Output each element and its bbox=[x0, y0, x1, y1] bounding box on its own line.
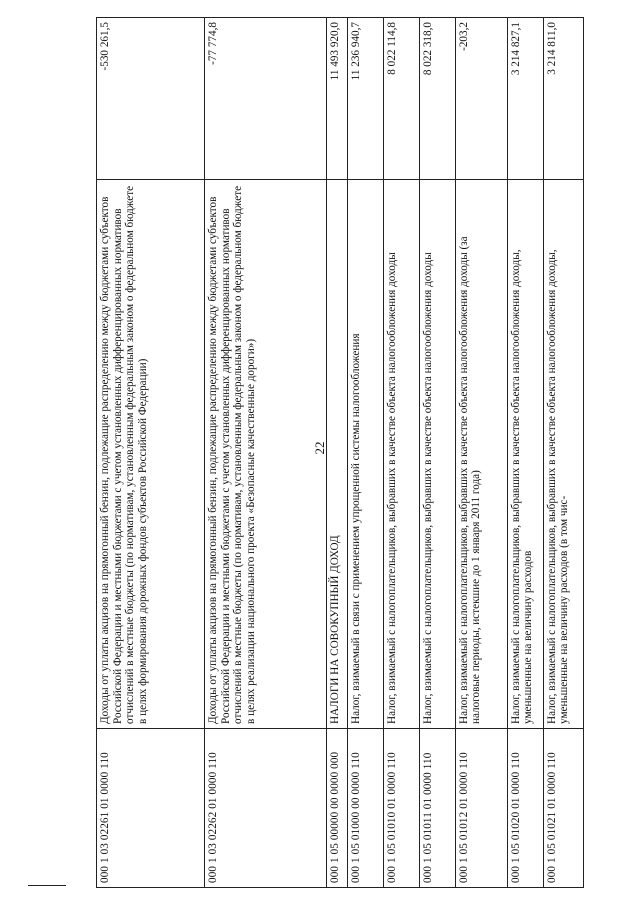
revenue-name-cell: Налог, взимаемый в связи с применением упрощенной системы налогообложения bbox=[347, 180, 383, 729]
budget-code-cell: 000 1 05 01012 01 0000 110 bbox=[455, 729, 507, 888]
budget-code-cell: 000 1 03 02261 01 0000 110 bbox=[97, 729, 205, 888]
table-row bbox=[97, 18, 205, 888]
amount-cell: -530 261,5 bbox=[97, 18, 205, 180]
budget-code-cell: 000 1 05 01021 01 0000 110 bbox=[543, 729, 583, 888]
budget-code-cell: 000 1 03 02262 01 0000 110 bbox=[205, 729, 327, 888]
table-row bbox=[383, 18, 419, 888]
page-number: 22 bbox=[312, 441, 327, 455]
table-row bbox=[419, 18, 455, 888]
table-row bbox=[347, 18, 383, 888]
table-row bbox=[507, 18, 543, 888]
amount-cell: 3 214 811,0 bbox=[543, 18, 583, 180]
table-row bbox=[543, 18, 583, 888]
amount-cell: 11 236 940,7 bbox=[347, 18, 383, 180]
amount-cell: 8 022 114,8 bbox=[383, 18, 419, 180]
revenue-name-cell: Доходы от уплаты акцизов на прямогонный бензин, подлежащие распределению между бюджетами субъектов Российской Федерации и местными бюджетами с учетом установленных дифференцированных нормативов отчислений в местные бюджеты (по нормативам, установленным федеральным законом о федеральном бюджете в целях реализации национального проекта «Безопасные качественные дороги») bbox=[205, 180, 327, 729]
amount-cell: 11 493 920,0 bbox=[327, 18, 347, 180]
revenue-name-cell: Налог, взимаемый с налогоплательщиков, выбравших в качестве объекта налогообложения доходы, уменьшенные на величину расходов bbox=[507, 180, 543, 729]
amount-cell: -77 774,8 bbox=[205, 18, 327, 180]
revenue-name-cell: Налог, взимаемый с налогоплательщиков, выбравших в качестве объекта налогообложения доходы bbox=[383, 180, 419, 729]
table-row bbox=[205, 18, 327, 888]
amount-cell: 8 022 318,0 bbox=[419, 18, 455, 180]
budget-code-cell: 000 1 05 01000 00 0000 110 bbox=[347, 729, 383, 888]
revenue-name-cell: Налог, взимаемый с налогоплательщиков, выбравших в качестве объекта налогообложения доходы, уменьшенные на величину расходов (в том чис- bbox=[543, 180, 583, 729]
table-row bbox=[327, 18, 347, 888]
table-row bbox=[455, 18, 507, 888]
budget-code-cell: 000 1 05 01020 01 0000 110 bbox=[507, 729, 543, 888]
budget-code-cell: 000 1 05 01011 01 0000 110 bbox=[419, 729, 455, 888]
footnote-divider bbox=[28, 885, 66, 886]
revenue-name-cell: НАЛОГИ НА СОВОКУПНЫЙ ДОХОД bbox=[327, 180, 347, 729]
budget-code-cell: 000 1 05 00000 00 0000 000 bbox=[327, 729, 347, 888]
rotated-page-content bbox=[96, 22, 584, 888]
budget-revenue-table bbox=[96, 17, 584, 888]
amount-cell: -203,2 bbox=[455, 18, 507, 180]
revenue-name-cell: Доходы от уплаты акцизов на прямогонный бензин, подлежащие распределению между бюджетами субъектов Российской Федерации и местными бюджетами с учетом установленных дифференцированных нормативов отчислений в местные бюджеты (по нормативам, установленным федеральным законом о федеральном бюджете в целях формирования дорожных фондов субъектов Российской Федерации) bbox=[97, 180, 205, 729]
amount-cell: 3 214 827,1 bbox=[507, 18, 543, 180]
revenue-name-cell: Налог, взимаемый с налогоплательщиков, выбравших в качестве объекта налогообложения доходы bbox=[419, 180, 455, 729]
budget-code-cell: 000 1 05 01010 01 0000 110 bbox=[383, 729, 419, 888]
revenue-name-cell: Налог, взимаемый с налогоплательщиков, выбравших в качестве объекта налогообложения доходы (за налоговые периоды, истекшие до 1 января 2011 года) bbox=[455, 180, 507, 729]
